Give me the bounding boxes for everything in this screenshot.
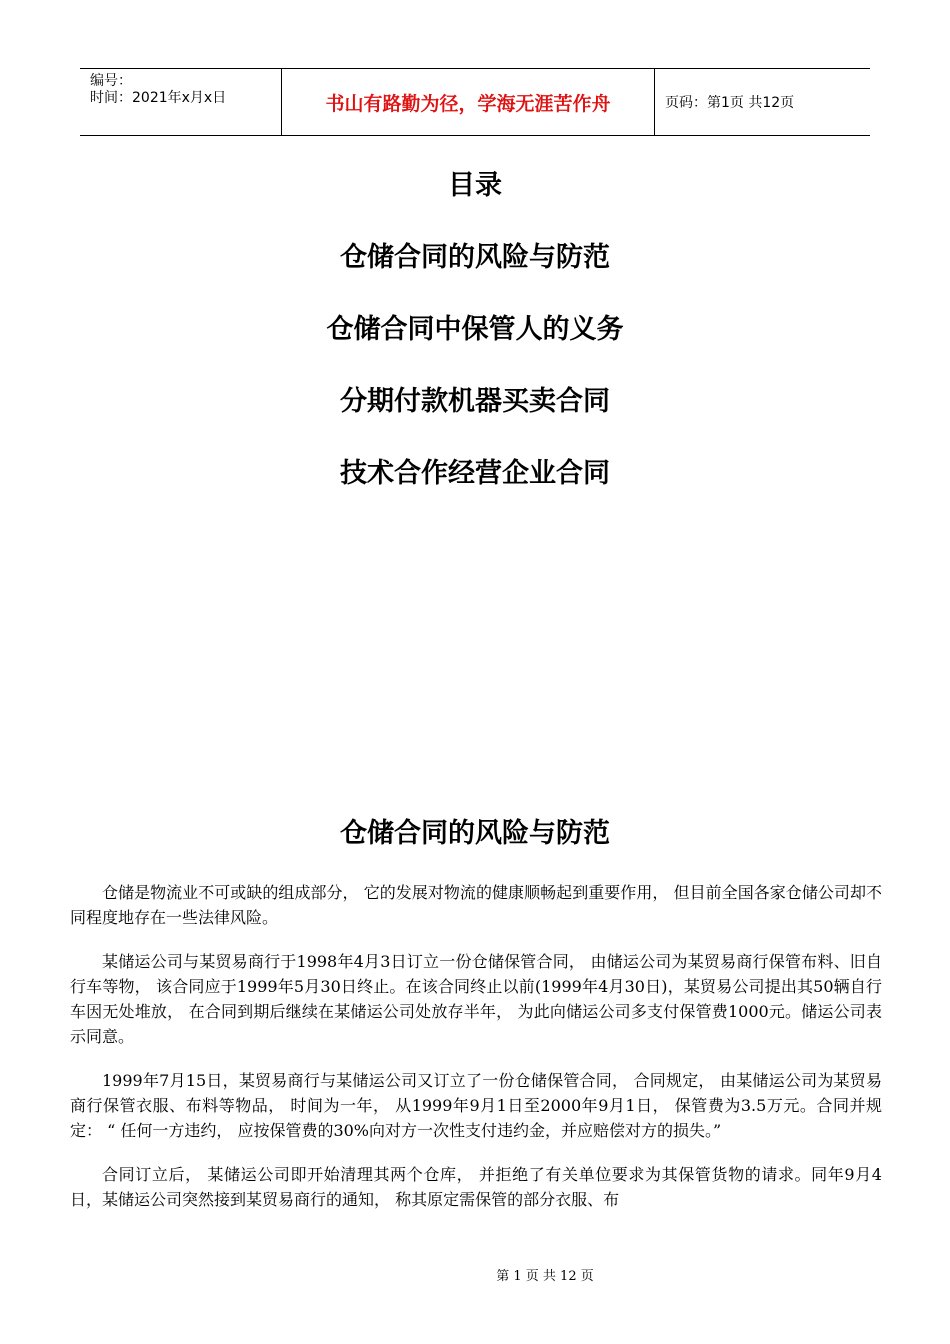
section-body bbox=[70, 880, 882, 1231]
toc-title: 目录 bbox=[448, 170, 502, 201]
toc-item: 分期付款机器买卖合同 bbox=[340, 386, 610, 417]
time-label: 时间：2021年x月x日 bbox=[90, 90, 227, 106]
paragraph: 1999年7月15日，某贸易商行与某储运公司又订立了一份仓储保管合同， 合同规定， 由某储运公司为某贸易商行保管衣服、布料等物品， 时间为一年， 从1999年9月1日至2000年9月1日， 保管费为3.5万元。合同并规定： “ 任何一方违约， 应按保管费的30%向对方一次性支付违约金，并应赔偿对方的损失。” bbox=[70, 1071, 882, 1140]
number-label: 编号： bbox=[90, 73, 132, 89]
document-header bbox=[80, 68, 870, 136]
section-title: 仓储合同的风险与防范 bbox=[340, 818, 610, 849]
header-page-info: 页码：第1页 共12页 bbox=[665, 95, 795, 111]
header-motto: 书山有路勤为径，学海无涯苦作舟 bbox=[281, 69, 655, 135]
page-footer: 第 1 页 共 12 页 bbox=[496, 1269, 594, 1284]
paragraph: 仓储是物流业不可或缺的组成部分， 它的发展对物流的健康顺畅起到重要作用， 但目前全国各家仓储公司却不同程度地存在一些法律风险。 bbox=[70, 883, 882, 927]
paragraph: 某储运公司与某贸易商行于1998年4月3日订立一份仓储保管合同， 由储运公司为某贸易商行保管布料、旧自行车等物， 该合同应于1999年5月30日终止。在该合同终止以前(1999年4月30日)，某贸易公司提出其50辆自行车因无处堆放， 在合同到期后继续在某储运公司处放存半年， 为此向储运公司多支付保管费1000元。储运公司表示同意。 bbox=[70, 952, 882, 1046]
toc-item: 仓储合同的风险与防范 bbox=[340, 242, 610, 273]
paragraph: 合同订立后， 某储运公司即开始清理其两个仓库， 并拒绝了有关单位要求为其保管货物的请求。同年9月4日，某储运公司突然接到某贸易商行的通知， 称其原定需保管的部分衣服、布 bbox=[70, 1165, 882, 1209]
header-meta bbox=[80, 69, 281, 135]
toc-item: 技术合作经营企业合同 bbox=[340, 458, 610, 489]
toc-item: 仓储合同中保管人的义务 bbox=[326, 314, 624, 345]
